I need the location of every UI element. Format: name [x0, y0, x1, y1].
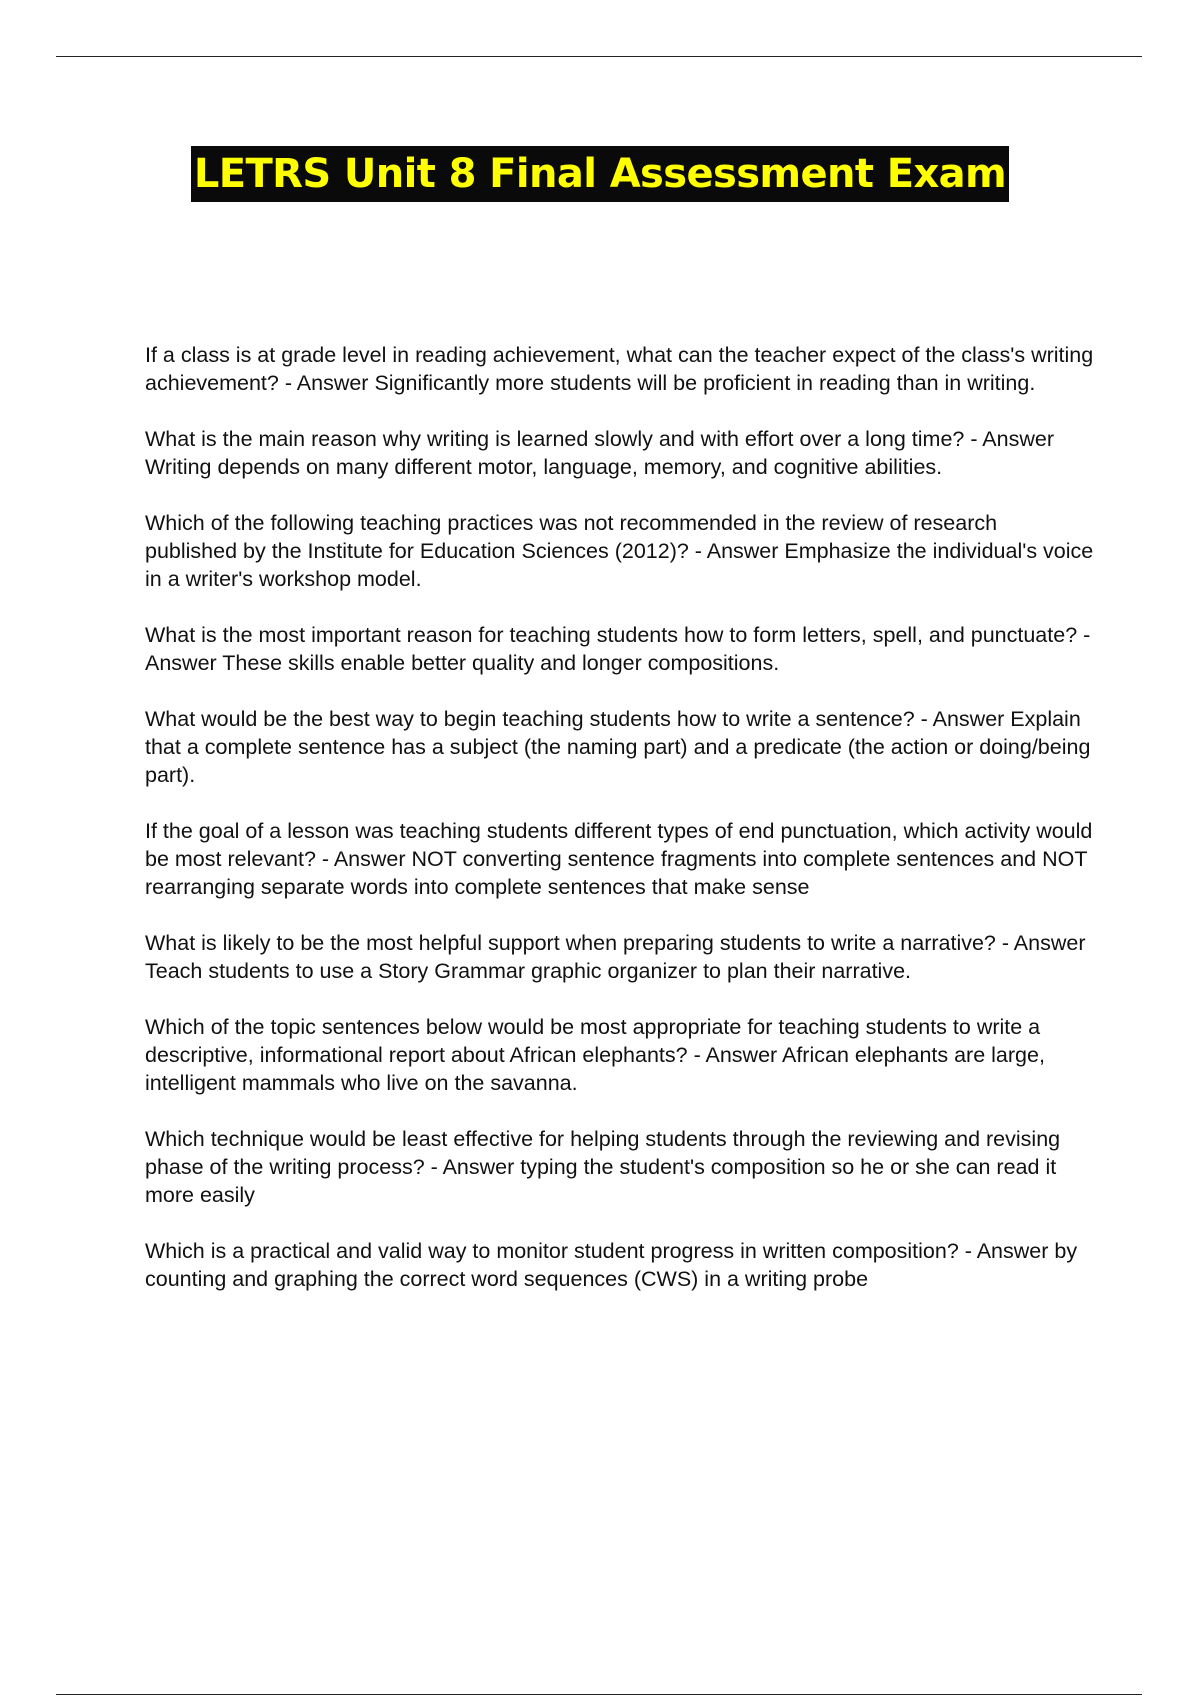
- qa-item: What is the main reason why writing is learned slowly and with effort over a long time? - Answer Writing depends on many different motor, language, memory, and cognitive abilities.: [145, 427, 1054, 479]
- qa-item: Which is a practical and valid way to monitor student progress in written composition? - Answer by counting and graphing the correct word sequences (CWS) in a writing probe: [145, 1239, 1078, 1291]
- document-title: LETRS Unit 8 Final Assessment Exam: [191, 146, 1009, 202]
- bottom-rule: [56, 1694, 1142, 1695]
- qa-item: Which of the topic sentences below would be most appropriate for teaching students to write a descriptive, informational report about African elephants? - Answer African elephants are large, intelligent mammals who live on the savanna.: [145, 1015, 1045, 1095]
- qa-item: Which of the following teaching practices was not recommended in the review of research published by the Institute for Education Sciences (2012)? - Answer Emphasize the individual's voice in a writer's workshop model.: [145, 511, 1094, 591]
- top-rule: [56, 56, 1142, 57]
- qa-item: If the goal of a lesson was teaching students different types of end punctuation, which activity would be most relevant? - Answer NOT converting sentence fragments into complete sentences and NOT rearranging separate words into complete sentences that make sense: [145, 819, 1093, 899]
- qa-item: What is likely to be the most helpful support when preparing students to write a narrative? - Answer Teach students to use a Story Grammar graphic organizer to plan their narrative.: [145, 931, 1086, 983]
- qa-item: What is the most important reason for teaching students how to form letters, spell, and punctuate? - Answer These skills enable better quality and longer compositions.: [145, 623, 1091, 675]
- title-block: [0, 146, 1200, 202]
- qa-item: Which technique would be least effective for helping students through the reviewing and revising phase of the writing process? - Answer typing the student's composition so he or she can read it more easily: [145, 1127, 1061, 1207]
- qa-item: What would be the best way to begin teaching students how to write a sentence? - Answer Explain that a complete sentence has a subject (the naming part) and a predicate (the action or doing/being part).: [145, 707, 1091, 787]
- qa-item: If a class is at grade level in reading achievement, what can the teacher expect of the class's writing achievement? - Answer Significantly more students will be proficient in reading than in writing.: [145, 343, 1094, 395]
- qa-list: [145, 341, 1095, 1321]
